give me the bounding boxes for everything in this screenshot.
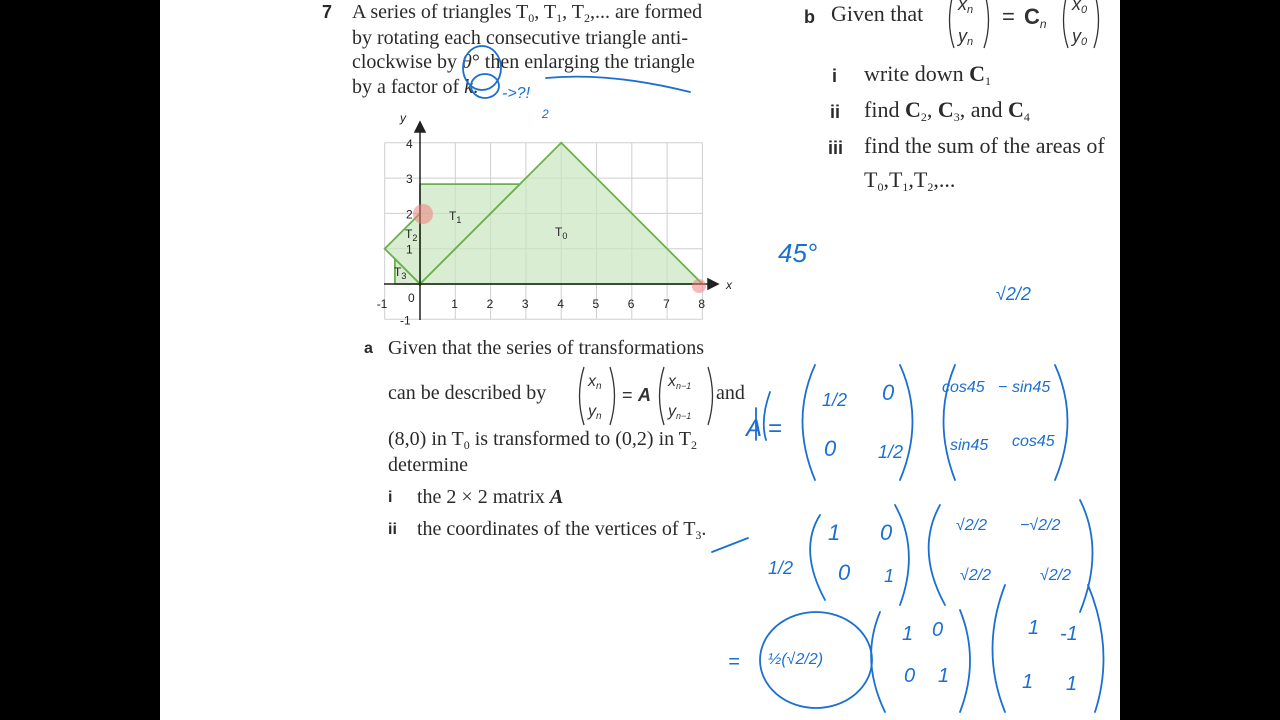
svg-text:xn: xn [588, 373, 602, 392]
factor-half: 1/2 [768, 558, 794, 578]
circle-theta [463, 46, 501, 90]
part-b-item-i-text: write down $C_1$ [864, 61, 991, 88]
second-row-bracket-1 [810, 515, 825, 600]
svg-text:yn: yn [588, 403, 602, 422]
svg-text:xn−1: xn−1 [668, 373, 692, 391]
second-row-bracket-2 [895, 505, 909, 605]
id-r2c1: 0 [838, 560, 851, 585]
final-id-r1c2: 0 [932, 619, 944, 641]
textbook-page [160, 0, 1120, 720]
y-tick-label: 2 [406, 207, 413, 222]
circled-factor: ½(√2/2) [768, 651, 824, 668]
part-a-line-4: determine [388, 454, 468, 476]
third-row-bracket-2 [960, 610, 970, 712]
part-b-label: b [804, 7, 815, 27]
a-r1c2: 0 [882, 380, 895, 405]
y-tick-label: 3 [406, 172, 413, 187]
part-a-line-2-pre: can be described by [388, 382, 547, 404]
part-a-item-ii-text: the coordinates of the vertices of $T_3$. [417, 518, 707, 542]
part-a-line-2-post: and [716, 382, 745, 404]
handwritten-annotations [160, 0, 1120, 720]
rot-r1c2: sin45 [1012, 379, 1051, 396]
x-tick-label: 7 [663, 297, 670, 311]
final-id-r2c1: 0 [904, 665, 916, 687]
final-id-r2c2: 1 [938, 665, 950, 687]
half-matrix-right-bracket [900, 365, 913, 480]
root-r2c1: √2/2 [960, 567, 992, 584]
a-r2c2: 1/2 [878, 442, 904, 462]
id-r1c1: 1 [828, 520, 841, 545]
part-a-label: a [364, 340, 373, 357]
part-b-item-ii-label: ii [830, 102, 841, 122]
part-b-equals: = [1002, 4, 1015, 29]
question-line-4: by a factor of k. [352, 76, 479, 98]
x-axis-label: x [726, 278, 732, 292]
underline-enlarging [546, 77, 690, 92]
id-r1c2: 0 [880, 520, 893, 545]
final-rot-r2c1: 1 [1022, 671, 1034, 693]
equals-handwritten: = [728, 651, 740, 673]
x-tick-label: -1 [376, 297, 388, 311]
svg-text:xn: xn [958, 0, 974, 16]
rot-r2c2: cos45 [1012, 433, 1055, 450]
triangle-label-t0: $T_0$ [555, 225, 568, 241]
scribble-arrow: ->?! [502, 85, 531, 102]
x-tick-label: 0 [408, 291, 415, 305]
x-tick-label: 4 [557, 297, 564, 311]
equals-sign: = [622, 385, 633, 405]
svg-text:yn: yn [958, 26, 974, 48]
part-a-line-1: Given that the series of transformations [388, 337, 705, 359]
third-row-bracket-4 [1088, 585, 1104, 712]
svg-text:x0: x0 [1072, 0, 1088, 16]
x-tick-label: 5 [592, 297, 600, 311]
x-tick-label: 8 [698, 297, 706, 311]
x-tick-label: 3 [521, 297, 529, 311]
triangle-label-t2: $T_2$ [405, 227, 418, 243]
part-a-item-ii-label: ii [388, 521, 397, 538]
third-row-bracket-3 [993, 585, 1006, 712]
matrix-a-lhs: A = [746, 415, 782, 442]
part-b-item-i-label: i [832, 66, 838, 86]
triangle-label-t1: $T_1$ [449, 209, 462, 225]
rot-r2c1: sin45 [950, 437, 989, 454]
y-tick-label: 1 [406, 242, 413, 257]
second-row-bracket-4 [1080, 500, 1093, 612]
part-a-item-i-text: the 2 × 2 matrix A [417, 486, 564, 508]
svg-text:yn−1: yn−1 [668, 403, 692, 421]
x-tick-label: 1 [451, 297, 458, 311]
part-b-given: Given that [831, 1, 924, 26]
final-id-r1c1: 1 [902, 623, 914, 645]
a-r1c1: 1/2 [822, 390, 848, 410]
final-rot-r2c2: 1 [1066, 673, 1078, 695]
y-tick-label: -1 [400, 313, 411, 328]
svg-text:y0: y0 [1072, 26, 1088, 48]
second-row-bracket-3 [929, 505, 945, 605]
a-r2c1: 0 [824, 436, 837, 461]
part-a-line-3: (8,0) in $T_0$ is transformed to (0,2) in $T_2$ [388, 428, 697, 452]
svg-text:Cn: Cn [1024, 4, 1047, 31]
underline-t3 [712, 538, 748, 552]
id-r2c2: 1 [884, 566, 895, 586]
final-rot-r1c2: -1 [1060, 623, 1078, 645]
half-matrix-left-bracket [803, 365, 816, 480]
part-b-item-iii-label: iii [828, 138, 844, 158]
question-line-3: clockwise by θ° then enlarging the triangle [352, 51, 695, 73]
y-axis-label: y [400, 111, 406, 125]
root-r1c1: √2/2 [956, 517, 988, 534]
matrix-a-symbol: A [638, 385, 651, 405]
angle-45: 45° [778, 238, 818, 268]
y-tick-label: 4 [406, 136, 413, 151]
circle-k [471, 74, 499, 98]
triangle-label-t3: $T_3$ [394, 265, 407, 281]
sqrt-note: √2/2 [996, 284, 1031, 304]
x-tick-label: 2 [486, 297, 494, 311]
root-r2c2: √2/2 [1040, 567, 1072, 584]
rot-r1c2-minus: − [998, 379, 1008, 396]
scribble-two: 2 [542, 107, 549, 121]
question-line-2: by rotating each consecutive triangle anti- [352, 27, 688, 49]
root-r1c2: −√2/2 [1020, 517, 1061, 534]
rot-r1c1: cos45 [942, 379, 985, 396]
part-b-item-iii-text2: $T_0,T_1,T_2$,... [864, 167, 956, 194]
final-rot-r1c1: 1 [1028, 617, 1040, 639]
part-b-item-iii-text: find the sum of the areas of [864, 133, 1105, 158]
x-tick-label: 6 [627, 297, 635, 311]
part-a-item-i-label: i [388, 489, 393, 506]
third-row-bracket-1 [871, 612, 885, 712]
question-number: 7 [322, 2, 333, 22]
part-b-item-ii-text: find $C_2$, $C_3$, and $C_4$ [864, 97, 1030, 124]
rotation-matrix-right-bracket [1055, 365, 1068, 480]
question-line-1: A series of triangles $T_0$, $T_1$, $T_2$,... are formed [352, 1, 703, 25]
